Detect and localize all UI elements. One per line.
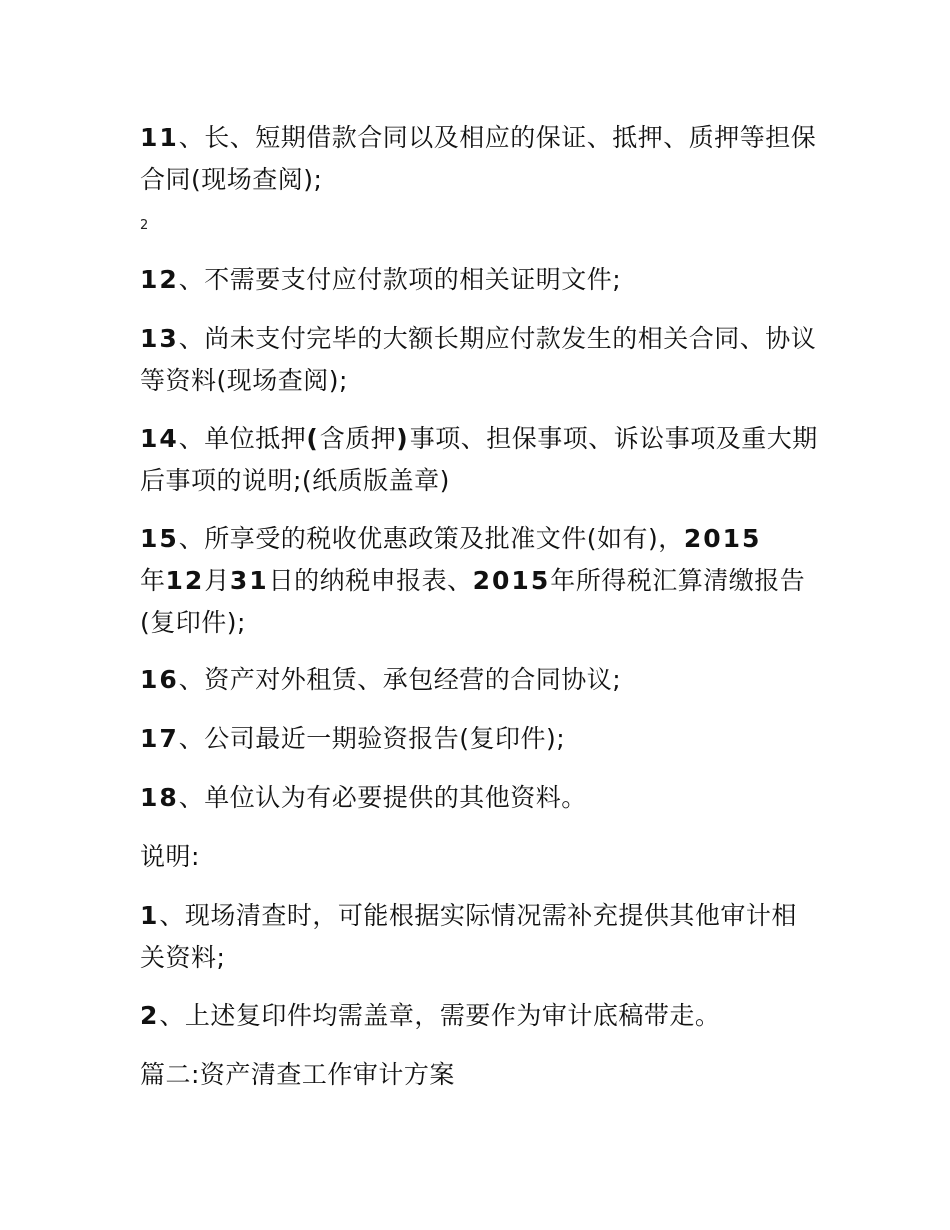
item-text-part: 、单位抵押	[178, 424, 307, 453]
item-bold-part: 12	[165, 566, 205, 595]
list-item-14	[140, 418, 820, 502]
item-number: 16	[140, 665, 179, 694]
list-item-12	[140, 259, 820, 301]
item-text: 、单位认为有必要提供的其他资料。	[178, 783, 587, 812]
item-text-part: 、所享受的税收优惠政策及批准文件(如有)，	[178, 524, 684, 553]
item-number: 17	[140, 724, 179, 753]
item-text: 、公司最近一期验资报告(复印件);	[178, 724, 566, 753]
item-text: 、尚未支付完毕的大额长期应付款发生的相关合同、协议等资料(现场查阅);	[140, 324, 817, 395]
list-item-15	[140, 518, 820, 644]
note-text: 、现场清查时，可能根据实际情况需补充提供其他审计相关资料;	[140, 901, 797, 972]
list-item-16	[140, 659, 820, 701]
note-heading: 说明:	[140, 842, 200, 871]
note-number: 2	[140, 1001, 160, 1030]
item-text-part: 含质押	[319, 424, 397, 453]
note-text: 、上述复印件均需盖章，需要作为审计底稿带走。	[159, 1001, 721, 1030]
item-text-part: 月	[204, 566, 230, 595]
item-number: 14	[140, 424, 179, 453]
item-number: 15	[140, 524, 179, 553]
item-text: 、长、短期借款合同以及相应的保证、抵押、质押等担保合同(现场查阅);	[140, 123, 817, 194]
item-bold-part: )	[396, 424, 410, 453]
list-item-13	[140, 318, 820, 402]
item-text-part: 年所得税汇算清缴报告(复印件);	[140, 566, 806, 637]
item-bold-part: (	[306, 424, 320, 453]
note-item-2	[140, 995, 820, 1037]
item-text: 、资产对外租赁、承包经营的合同协议;	[178, 665, 622, 694]
item-text-part: 年	[140, 566, 166, 595]
note-number: 1	[140, 901, 160, 930]
item-text: 、不需要支付应付款项的相关证明文件;	[178, 265, 622, 294]
item-number: 13	[140, 324, 179, 353]
item-text-part: 日的纳税申报表、	[268, 566, 473, 595]
page-number: 2	[140, 218, 149, 233]
note-item-1	[140, 895, 820, 979]
item-bold-part: 2015	[472, 566, 551, 595]
item-bold-part: 2015	[683, 524, 762, 553]
list-item-11	[140, 117, 820, 201]
item-number: 18	[140, 783, 179, 812]
item-bold-part: 31	[229, 566, 269, 595]
item-number: 12	[140, 265, 179, 294]
list-item-18	[140, 777, 820, 819]
section-title: 篇二:资产清查工作审计方案	[140, 1060, 455, 1089]
item-number: 11	[140, 123, 179, 152]
item-text-part: 事项、担保事项、诉讼事项及重大期后事项的说明;(纸质版盖章)	[140, 424, 818, 495]
list-item-17	[140, 718, 820, 760]
